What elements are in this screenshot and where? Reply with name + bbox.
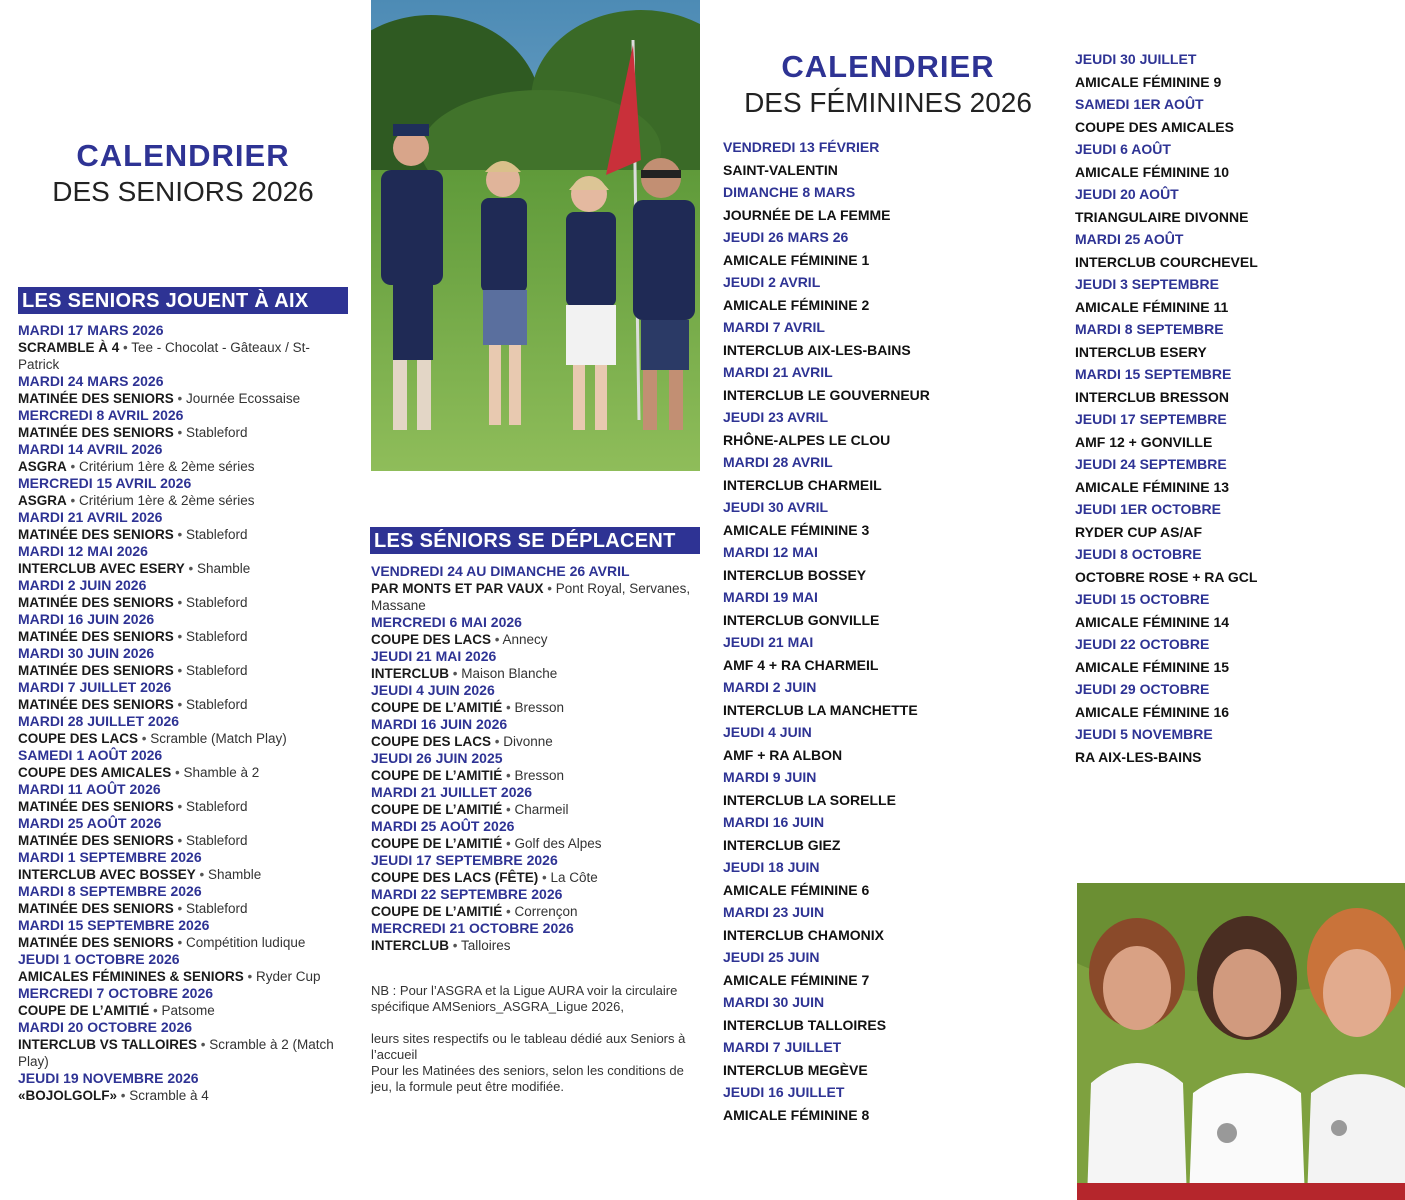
event-description — [18, 934, 348, 951]
feminine-event-name: AMICALE FÉMININE 9 — [1075, 73, 1222, 90]
event-name: COUPE DES LACS — [18, 731, 139, 746]
feminine-event-name: INTERCLUB CHARMEIL — [723, 476, 882, 493]
feminine-event-date: JEUDI 4 JUIN — [723, 724, 812, 740]
separator-dot: • — [491, 632, 503, 647]
event-entry — [371, 716, 701, 750]
feminine-event-name: AMICALE FÉMININE 11 — [1075, 298, 1229, 315]
feminines-subtitle: DES FÉMININES 2026 — [744, 87, 1032, 118]
event-detail: Stableford — [186, 799, 248, 814]
event-detail: Bresson — [514, 768, 565, 783]
event-name: ASGRA — [18, 493, 67, 508]
separator-dot: • — [502, 904, 515, 919]
feminine-event-date: MARDI 2 JUIN — [723, 679, 817, 695]
event-detail: Critérium 1ère & 2ème séries — [79, 459, 255, 474]
event-name: MATINÉE DES SENIORS — [18, 527, 174, 542]
event-description — [18, 900, 348, 917]
event-name: COUPE DE L’AMITIÉ — [371, 904, 503, 919]
event-entry — [18, 747, 348, 781]
feminine-event-name: AMICALE FÉMININE 13 — [1075, 478, 1230, 495]
event-date: SAMEDI 1 AOÛT 2026 — [18, 747, 163, 763]
event-description — [371, 835, 701, 852]
event-description — [371, 733, 701, 750]
separator-dot: • — [173, 595, 187, 610]
feminine-event-name: AMICALE FÉMININE 15 — [1075, 658, 1230, 675]
event-entry — [371, 614, 701, 648]
event-description — [18, 560, 348, 577]
separator-dot: • — [171, 765, 184, 780]
event-entry — [371, 818, 701, 852]
event-name: «BOJOLGOLF» — [18, 1088, 118, 1103]
event-name: COUPE DE L’AMITIÉ — [371, 836, 503, 851]
feminine-event-date: MARDI 25 AOÛT — [1075, 231, 1184, 247]
event-date: MERCREDI 7 OCTOBRE 2026 — [18, 985, 214, 1001]
event-name: MATINÉE DES SENIORS — [18, 833, 174, 848]
feminine-event-date: SAMEDI 1ER AOÛT — [1075, 96, 1204, 112]
event-name: COUPE DE L’AMITIÉ — [371, 768, 503, 783]
nb-line-1: NB : Pour l’ASGRA et la Ligue AURA voir la circulaire spécifique AMSeniors_ASGRA_Ligue 2026, — [371, 983, 678, 1014]
event-name: SCRAMBLE À 4 — [18, 340, 120, 355]
seniors-title: CALENDRIER — [76, 138, 290, 173]
event-detail: Talloires — [460, 938, 511, 953]
feminine-event-name: SAINT-VALENTIN — [723, 161, 838, 178]
event-entry — [371, 852, 701, 886]
feminine-event-date: MARDI 8 SEPTEMBRE — [1075, 321, 1224, 337]
event-entry — [18, 543, 348, 577]
event-description — [18, 526, 348, 543]
event-name: INTERCLUB AVEC ESERY — [18, 561, 185, 576]
event-detail: Critérium 1ère & 2ème séries — [79, 493, 255, 508]
separator-dot: • — [449, 938, 461, 953]
feminine-event-date: MARDI 15 SEPTEMBRE — [1075, 366, 1232, 382]
event-date: MARDI 16 JUIN 2026 — [18, 611, 155, 627]
event-entry — [18, 509, 348, 543]
separator-dot: • — [173, 833, 187, 848]
event-detail: Stableford — [186, 629, 248, 644]
feminine-event-date: MARDI 7 JUILLET — [723, 1039, 842, 1055]
event-description — [18, 696, 348, 713]
feminine-event-name: INTERCLUB MEGÈVE — [723, 1061, 868, 1078]
event-detail: Stableford — [186, 527, 248, 542]
event-date: MARDI 8 SEPTEMBRE 2026 — [18, 883, 202, 899]
feminine-event-date: MARDI 19 MAI — [723, 589, 818, 605]
feminine-event-name: INTERCLUB BOSSEY — [723, 566, 867, 583]
event-name: MATINÉE DES SENIORS — [18, 935, 174, 950]
feminine-event-date: MARDI 28 AVRIL — [723, 454, 833, 470]
event-date: MARDI 12 MAI 2026 — [18, 543, 148, 559]
event-name: COUPE DES LACS (FÊTE) — [371, 870, 539, 885]
event-description — [371, 580, 701, 614]
event-detail: Stableford — [186, 833, 248, 848]
event-date: MARDI 21 AVRIL 2026 — [18, 509, 163, 525]
event-name: MATINÉE DES SENIORS — [18, 901, 174, 916]
feminine-event-name: JOURNÉE DE LA FEMME — [723, 206, 891, 223]
separator-dot: • — [138, 731, 151, 746]
feminine-event-date: JEUDI 15 OCTOBRE — [1075, 591, 1210, 607]
event-name: INTERCLUB VS TALLOIRES — [18, 1037, 198, 1052]
feminine-event-name: INTERCLUB LE GOUVERNEUR — [723, 386, 930, 403]
feminine-event-date: JEUDI 1ER OCTOBRE — [1075, 501, 1221, 517]
event-detail: Patsome — [161, 1003, 215, 1018]
event-detail: Shamble — [208, 867, 262, 882]
event-entry — [18, 577, 348, 611]
event-detail: Stableford — [186, 663, 248, 678]
event-description — [18, 492, 348, 509]
event-description — [18, 866, 348, 883]
feminine-event-date: JEUDI 21 MAI — [723, 634, 814, 650]
feminine-event-name: AMF 4 + RA CHARMEIL — [723, 656, 879, 673]
feminine-event-name: INTERCLUB ESERY — [1075, 343, 1207, 360]
event-entry — [18, 1070, 348, 1104]
feminine-event-date: JEUDI 24 SEPTEMBRE — [1075, 456, 1227, 472]
feminine-event-name: TRIANGULAIRE DIVONNE — [1075, 208, 1249, 225]
feminine-event-name: INTERCLUB COURCHEVEL — [1075, 253, 1258, 270]
feminines-title: CALENDRIER — [781, 49, 995, 84]
feminine-event-name: RYDER CUP AS/AF — [1075, 523, 1203, 540]
feminine-event-name: INTERCLUB CHAMONIX — [723, 926, 884, 943]
event-entry — [371, 648, 701, 682]
separator-dot: • — [149, 1003, 162, 1018]
event-date: MARDI 30 JUIN 2026 — [18, 645, 155, 661]
event-description — [18, 458, 348, 475]
event-detail: Tee - Chocolat - Gâteaux / St-Patrick — [18, 340, 310, 372]
separator-dot: • — [449, 666, 462, 681]
aix-section-header: LES SENIORS JOUENT À AIX — [18, 287, 348, 314]
separator-dot: • — [502, 700, 515, 715]
event-date: MARDI 2 JUIN 2026 — [18, 577, 147, 593]
feminine-event-name: RA AIX-LES-BAINS — [1075, 748, 1202, 765]
feminine-event-name: AMICALE FÉMININE 8 — [723, 1106, 870, 1123]
feminine-event-date: MARDI 12 MAI — [723, 544, 818, 560]
event-detail: La Côte — [550, 870, 598, 885]
feminine-event-date: MARDI 16 JUIN — [723, 814, 825, 830]
event-date: MARDI 1 SEPTEMBRE 2026 — [18, 849, 202, 865]
feminines-column-2 — [1075, 48, 1395, 768]
feminine-event-date: JEUDI 25 JUIN — [723, 949, 820, 965]
away-events-list — [371, 563, 701, 954]
feminine-event-name: AMICALE FÉMININE 14 — [1075, 613, 1230, 630]
separator-dot: • — [173, 935, 187, 950]
event-name: INTERCLUB AVEC BOSSEY — [18, 867, 196, 882]
event-name: INTERCLUB — [371, 666, 449, 681]
event-name: PAR MONTS ET PAR VAUX — [371, 581, 544, 596]
event-description — [18, 764, 348, 781]
event-description — [18, 339, 348, 373]
event-date: MARDI 22 SEPTEMBRE 2026 — [371, 886, 563, 902]
feminine-event-name: COUPE DES AMICALES — [1075, 118, 1234, 135]
feminine-event-date: JEUDI 30 JUILLET — [1075, 51, 1197, 67]
event-description — [371, 699, 701, 716]
feminine-event-date: JEUDI 22 OCTOBRE — [1075, 636, 1210, 652]
feminine-event-date: JEUDI 23 AVRIL — [723, 409, 829, 425]
event-entry — [18, 679, 348, 713]
women-golfers-photo — [1077, 883, 1405, 1200]
event-date: JEUDI 17 SEPTEMBRE 2026 — [371, 852, 558, 868]
separator-dot: • — [66, 459, 79, 474]
feminine-event-date: MARDI 9 JUIN — [723, 769, 817, 785]
feminine-event-name: AMICALE FÉMININE 6 — [723, 881, 870, 898]
event-entry — [18, 815, 348, 849]
feminine-event-date: MARDI 30 JUIN — [723, 994, 825, 1010]
event-description — [18, 1002, 348, 1019]
event-date: VENDREDI 24 AU DIMANCHE 26 AVRIL — [371, 563, 630, 579]
event-date: MARDI 21 JUILLET 2026 — [371, 784, 533, 800]
event-description — [371, 631, 701, 648]
event-detail: Divonne — [503, 734, 553, 749]
feminine-event-name: AMICALE FÉMININE 2 — [723, 296, 870, 313]
event-entry — [18, 1019, 348, 1070]
event-description — [18, 424, 348, 441]
feminine-event-date: JEUDI 5 NOVEMBRE — [1075, 726, 1213, 742]
event-name: MATINÉE DES SENIORS — [18, 425, 174, 440]
separator-dot: • — [243, 969, 257, 984]
event-name: INTERCLUB — [371, 938, 449, 953]
feminine-event-name: AMICALE FÉMININE 7 — [723, 971, 870, 988]
event-description — [18, 1087, 348, 1104]
feminine-event-date: JEUDI 20 AOÛT — [1075, 186, 1179, 202]
separator-dot: • — [543, 581, 556, 596]
event-detail: Maison Blanche — [461, 666, 558, 681]
event-date: MARDI 28 JUILLET 2026 — [18, 713, 180, 729]
feminine-event-name: AMF 12 + GONVILLE — [1075, 433, 1213, 450]
feminine-event-name: INTERCLUB GIEZ — [723, 836, 841, 853]
feminine-event-date: JEUDI 26 MARS 26 — [723, 229, 849, 245]
event-date: MARDI 16 JUIN 2026 — [371, 716, 508, 732]
feminine-event-name: AMF + RA ALBON — [723, 746, 843, 763]
golf-group-photo — [371, 0, 700, 471]
event-entry — [18, 611, 348, 645]
feminine-event-name: AMICALE FÉMININE 16 — [1075, 703, 1230, 720]
separator-dot: • — [173, 799, 187, 814]
feminine-event-name: INTERCLUB LA SORELLE — [723, 791, 896, 808]
event-date: MARDI 7 JUILLET 2026 — [18, 679, 172, 695]
event-description — [371, 903, 701, 920]
event-detail: Charmeil — [514, 802, 569, 817]
event-entry — [18, 849, 348, 883]
separator-dot: • — [538, 870, 551, 885]
event-entry — [371, 784, 701, 818]
feminine-event-name: INTERCLUB AIX-LES-BAINS — [723, 341, 911, 358]
event-name: COUPE DE L’AMITIÉ — [18, 1003, 150, 1018]
event-detail: Bresson — [514, 700, 565, 715]
event-detail: Pont Royal, Servanes, Massane — [371, 581, 691, 613]
event-entry — [18, 373, 348, 407]
separator-dot: • — [173, 697, 187, 712]
separator-dot: • — [173, 527, 187, 542]
event-date: MARDI 20 OCTOBRE 2026 — [18, 1019, 193, 1035]
feminine-event-date: JEUDI 6 AOÛT — [1075, 141, 1171, 157]
seniors-subtitle: DES SENIORS 2026 — [52, 176, 314, 207]
event-description — [371, 767, 701, 784]
separator-dot: • — [173, 663, 187, 678]
event-entry — [371, 920, 701, 954]
event-entry — [371, 563, 701, 614]
feminine-event-date: JEUDI 18 JUIN — [723, 859, 820, 875]
event-date: JEUDI 1 OCTOBRE 2026 — [18, 951, 180, 967]
event-detail: Corrençon — [514, 904, 578, 919]
event-name: MATINÉE DES SENIORS — [18, 629, 174, 644]
feminine-event-date: JEUDI 17 SEPTEMBRE — [1075, 411, 1227, 427]
event-entry — [371, 682, 701, 716]
separator-dot: • — [195, 867, 209, 882]
event-detail: Stableford — [186, 697, 248, 712]
event-name: MATINÉE DES SENIORS — [18, 391, 174, 406]
event-entry — [371, 886, 701, 920]
event-name: MATINÉE DES SENIORS — [18, 697, 174, 712]
separator-dot: • — [184, 561, 198, 576]
event-date: MARDI 24 MARS 2026 — [18, 373, 164, 389]
event-date: JEUDI 19 NOVEMBRE 2026 — [18, 1070, 199, 1086]
event-entry — [18, 407, 348, 441]
event-description — [18, 1036, 348, 1070]
separator-dot: • — [173, 901, 187, 916]
event-date: MARDI 17 MARS 2026 — [18, 322, 164, 338]
event-entry — [18, 475, 348, 509]
feminine-event-date: JEUDI 8 OCTOBRE — [1075, 546, 1202, 562]
feminine-event-name: OCTOBRE ROSE + RA GCL — [1075, 568, 1258, 585]
event-detail: Compétition ludique — [186, 935, 306, 950]
event-detail: Journée Ecossaise — [186, 391, 301, 406]
event-detail: Annecy — [502, 632, 548, 647]
event-date: MERCREDI 6 MAI 2026 — [371, 614, 522, 630]
separator-dot: • — [197, 1037, 210, 1052]
event-date: MERCREDI 15 AVRIL 2026 — [18, 475, 192, 491]
event-name: COUPE DES LACS — [371, 632, 492, 647]
feminine-event-date: MARDI 21 AVRIL — [723, 364, 833, 380]
separator-dot: • — [502, 836, 515, 851]
event-entry — [18, 713, 348, 747]
event-name: COUPE DES LACS — [371, 734, 492, 749]
event-date: MARDI 14 AVRIL 2026 — [18, 441, 163, 457]
event-description — [18, 628, 348, 645]
event-name: MATINÉE DES SENIORS — [18, 799, 174, 814]
event-description — [371, 869, 701, 886]
event-detail: Shamble à 2 — [183, 765, 260, 780]
event-date: JEUDI 26 JUIN 2025 — [371, 750, 503, 766]
event-entry — [18, 645, 348, 679]
feminine-event-name: AMICALE FÉMININE 3 — [723, 521, 870, 538]
feminine-event-name: AMICALE FÉMININE 1 — [723, 251, 870, 268]
aix-events-list — [18, 322, 348, 1104]
event-detail: Stableford — [186, 901, 248, 916]
event-entry — [18, 883, 348, 917]
feminine-event-name: INTERCLUB GONVILLE — [723, 611, 880, 628]
feminine-event-date: JEUDI 30 AVRIL — [723, 499, 829, 515]
separator-dot: • — [173, 629, 187, 644]
separator-dot: • — [502, 802, 515, 817]
separator-dot: • — [173, 391, 187, 406]
feminine-event-name: INTERCLUB BRESSON — [1075, 388, 1230, 405]
event-entry — [18, 322, 348, 373]
event-description — [18, 968, 348, 985]
event-detail: Scramble à 2 (Match Play) — [18, 1037, 334, 1069]
feminine-event-date: JEUDI 29 OCTOBRE — [1075, 681, 1210, 697]
feminine-event-date: JEUDI 3 SEPTEMBRE — [1075, 276, 1219, 292]
event-entry — [18, 441, 348, 475]
feminines-column-1 — [723, 136, 1063, 1126]
event-detail: Scramble à 4 — [129, 1088, 209, 1103]
nb-line-2: leurs sites respectifs ou le tableau dédié aux Seniors à l’accueil — [371, 1031, 686, 1062]
event-description — [371, 665, 701, 682]
separator-dot: • — [66, 493, 79, 508]
separator-dot: • — [117, 1088, 130, 1103]
event-name: AMICALES FÉMININES & SENIORS — [18, 969, 244, 984]
event-detail: Shamble — [197, 561, 251, 576]
feminine-event-date: VENDREDI 13 FÉVRIER — [723, 139, 880, 155]
feminine-event-date: MARDI 7 AVRIL — [723, 319, 825, 335]
away-section-header: LES SÉNIORS SE DÉPLACENT — [370, 527, 700, 554]
event-detail: Stableford — [186, 425, 248, 440]
event-detail: Scramble (Match Play) — [150, 731, 287, 746]
event-description — [371, 937, 701, 954]
event-description — [371, 801, 701, 818]
event-date: MERCREDI 21 OCTOBRE 2026 — [371, 920, 574, 936]
feminine-event-name: AMICALE FÉMININE 10 — [1075, 163, 1230, 180]
event-date: MARDI 25 AOÛT 2026 — [371, 818, 515, 834]
feminine-event-date: JEUDI 16 JUILLET — [723, 1084, 845, 1100]
event-date: MERCREDI 8 AVRIL 2026 — [18, 407, 184, 423]
separator-dot: • — [173, 425, 187, 440]
event-name: COUPE DES AMICALES — [18, 765, 172, 780]
feminine-event-date: MARDI 23 JUIN — [723, 904, 825, 920]
separator-dot: • — [119, 340, 132, 355]
event-entry — [371, 750, 701, 784]
event-description — [18, 832, 348, 849]
event-description — [18, 662, 348, 679]
event-name: MATINÉE DES SENIORS — [18, 663, 174, 678]
event-detail: Golf des Alpes — [514, 836, 602, 851]
nb-note — [371, 983, 701, 1095]
event-entry — [18, 985, 348, 1019]
feminine-event-date: DIMANCHE 8 MARS — [723, 184, 856, 200]
event-description — [18, 730, 348, 747]
separator-dot: • — [491, 734, 504, 749]
event-name: COUPE DE L’AMITIÉ — [371, 700, 503, 715]
event-date: JEUDI 21 MAI 2026 — [371, 648, 497, 664]
event-description — [18, 594, 348, 611]
event-date: MARDI 11 AOÛT 2026 — [18, 781, 161, 797]
feminine-event-name: INTERCLUB TALLOIRES — [723, 1016, 887, 1033]
separator-dot: • — [502, 768, 515, 783]
feminine-event-name: INTERCLUB LA MANCHETTE — [723, 701, 918, 718]
event-entry — [18, 951, 348, 985]
feminine-event-name: RHÔNE-ALPES LE CLOU — [723, 431, 891, 448]
event-name: COUPE DE L’AMITIÉ — [371, 802, 503, 817]
event-date: JEUDI 4 JUIN 2026 — [371, 682, 495, 698]
event-date: MARDI 25 AOÛT 2026 — [18, 815, 162, 831]
event-detail: Stableford — [186, 595, 248, 610]
event-description — [18, 798, 348, 815]
event-name: MATINÉE DES SENIORS — [18, 595, 174, 610]
feminine-event-date: JEUDI 2 AVRIL — [723, 274, 821, 290]
event-entry — [18, 781, 348, 815]
event-date: MARDI 15 SEPTEMBRE 2026 — [18, 917, 210, 933]
event-entry — [18, 917, 348, 951]
event-description — [18, 390, 348, 407]
event-name: ASGRA — [18, 459, 67, 474]
nb-line-3: Pour les Matinées des seniors, selon les conditions de jeu, la formule peut être modifiée. — [371, 1063, 684, 1094]
event-detail: Ryder Cup — [256, 969, 321, 984]
